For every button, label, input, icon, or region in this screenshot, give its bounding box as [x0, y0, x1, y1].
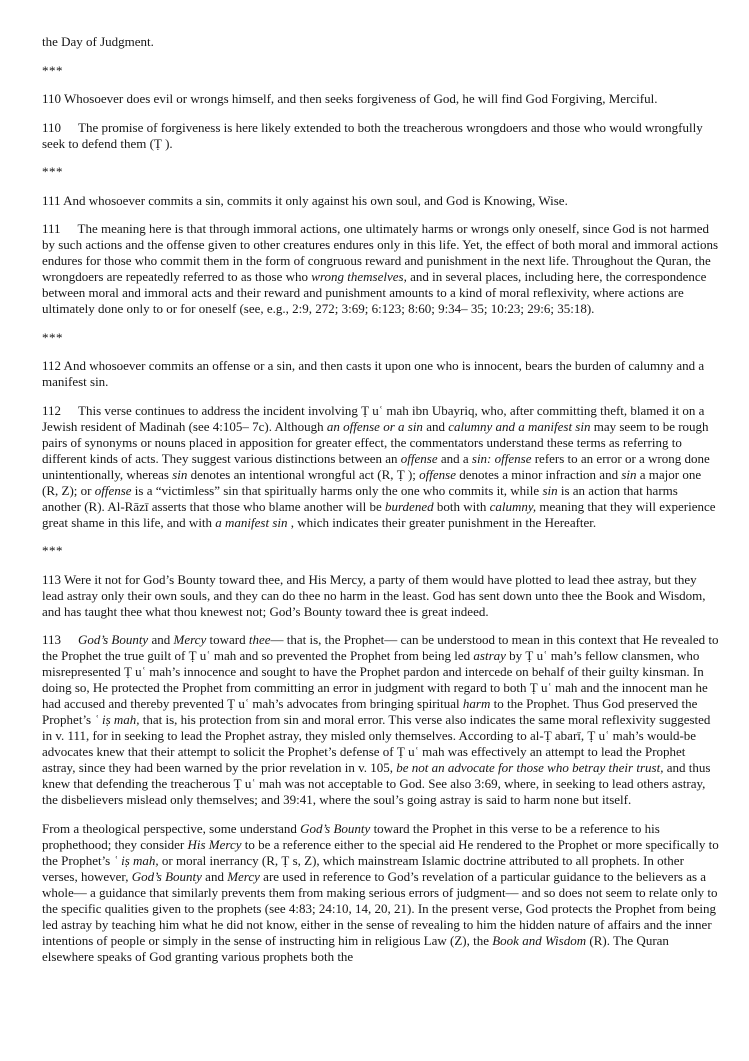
text-segment: are used in reference to God’s revelation of a particular guidance to the believers as a whole— a guidance that similarly prevents them from making serious errors of judgment— and so does not seem to relate only to the specific qualities given to the prophets (see 4:83; 24:10, 14, 20, 21). In the present verse, God protects the Prophet from being led astray by teaching him what he did not know, either in the sense of revealing to him the hidden nature of affairs and the inner intentions of people or simply in the sense of instructing him in religious Law (Z), the [42, 868, 718, 948]
text-segment: toward the Prophet in this verse to be a reference to his prophethood; they consider [42, 820, 660, 852]
text-segment: and in several places, including here, the correspondence between moral and immoral acts and their reward and punishment amounts to a kind of moral reflexivity, where actions are ultimately done only to or for oneself (see, e.g., 2:9, 272; 3:69; 6:123; 8:60; 9:34– 35; 10:23; 29:6; 35:18). [42, 269, 707, 316]
separator-paragraph [42, 330, 720, 346]
separator-paragraph [42, 63, 720, 79]
verse-number: 111 [42, 221, 61, 236]
italic-text-segment: sin [542, 482, 558, 498]
separator-paragraph [42, 543, 720, 559]
verse-number: 113 [42, 632, 62, 647]
text-segment: From a theological perspective, some understand [42, 820, 301, 836]
paragraph-paragraph [42, 821, 720, 965]
verse-paragraph [42, 358, 720, 390]
text-segment: the Day of Judgment. [42, 34, 154, 49]
italic-text-segment: Mercy [227, 868, 260, 884]
italic-text-segment: offense [94, 482, 132, 498]
text-segment: *** [42, 543, 63, 558]
text-segment: meaning that they will experience great shame in this life, and with [42, 498, 716, 530]
commentary-paragraph [42, 221, 720, 317]
text-segment: a major one (R, Z); or [42, 466, 702, 498]
italic-text-segment: be not an advocate for those who betray their trust, [396, 760, 664, 775]
text-segment: 111 And whosoever commits a sin, commits it only against his own soul, and God is Knowing, Wise. [42, 192, 568, 208]
separator-paragraph [42, 164, 720, 180]
text-segment: (R). The Quran elsewhere speaks of God granting various prophets both the [42, 932, 669, 964]
italic-text-segment: harm [462, 696, 491, 711]
italic-text-segment: ʿ iṣ mah, [94, 712, 140, 727]
italic-text-segment: offense [400, 450, 438, 466]
text-segment: is an action that harms another (R). Al-Rāzī asserts that those who blame another will be [42, 482, 678, 514]
text-segment: by Ṭ uʿ mah’s fellow clansmen, who misrepresented Ṭ uʿ mah’s innocence and sought to have the Prophet pardon and intercede on behalf of their guilty kinsman. In doing so, He protected the Prophet from committing an error in judgment with regard to both Ṭ uʿ mah and the innocent man he had accused and thereby prevented Ṭ uʿ mah’s advocates from bringing spiritual [42, 648, 708, 711]
text-segment: and a [437, 450, 472, 466]
verse-number: 110 [42, 119, 62, 135]
text-segment: denotes a minor infraction and [455, 466, 622, 482]
text-segment: to be a reference either to the special aid He rendered to the Prophet or more specifically to the Prophet’s [42, 836, 719, 868]
italic-text-segment: thee [248, 632, 271, 647]
italic-text-segment: a manifest sin [215, 514, 288, 530]
commentary-paragraph [42, 120, 720, 152]
italic-text-segment: Book and Wisdom [492, 932, 587, 948]
verse-paragraph [42, 193, 720, 209]
text-segment: , which indicates their greater punishment in the Hereafter. [287, 514, 597, 530]
italic-text-segment: astray [473, 648, 506, 663]
text-segment: *** [42, 62, 63, 78]
text-segment: denotes an intentional wrongful act (R, Ṭ ); [187, 466, 420, 482]
text-segment: to the Prophet. Thus God preserved the Prophet’s [42, 696, 698, 727]
text-segment: or moral inerrancy (R, Ṭ s, Z), which mainstream Islamic doctrine attributed to all prophets. In other verses, however, [42, 852, 684, 884]
text-segment: — that is, the Prophet— can be understood to mean in this context that He revealed to the Prophet the true guilt of Ṭ uʿ mah and so prevented the Prophet from being led [42, 632, 719, 663]
text-segment: and [148, 632, 174, 647]
italic-text-segment: sin: offense [471, 450, 532, 466]
commentary-paragraph [42, 403, 720, 531]
italic-text-segment: God’s Bounty [78, 632, 149, 647]
italic-text-segment: sin [621, 466, 637, 482]
text-segment: 112 And whosoever commits an offense or a sin, and then casts it upon one who is innocent, bears the burden of calumny and a manifest sin. [42, 358, 705, 389]
italic-text-segment: an offense or a sin [326, 418, 423, 434]
text-segment: and [422, 418, 449, 434]
verse-paragraph [42, 572, 720, 620]
text-segment: This verse continues to address the incident involving Ṭ uʿ mah ibn Ubayriq, who, after committing theft, blamed it on a Jewish resident of Madinah (see 4:105– 7c). Although [42, 402, 705, 434]
verse-number: 112 [42, 402, 62, 418]
italic-text-segment: sin [172, 466, 188, 482]
text-segment: *** [42, 329, 63, 345]
verse-paragraph [42, 91, 720, 107]
text-segment: The meaning here is that through immoral actions, one ultimately harms or wrongs only oneself, since God is not harmed by such actions and the offense given to other creatures endures only in this life. Yet, the effect of both moral and immoral actions endures for those who commit them in the form of congruous reward and punishment in the next life. Throughout the Quran, the wrongdoers are repeatedly referred to as those who [42, 221, 719, 284]
text-segment: 110 Whosoever does evil or wrongs himself, and then seeks forgiveness of God, he will find God Forgiving, Merciful. [42, 91, 658, 106]
text-segment: that is, his protection from sin and moral error. This verse also indicates the same moral reflexivity suggested in v. 111, for in seeking to lead the Prophet astray, they misled only themselves. According to al-Ṭ abarī, Ṭ uʿ mah’s would-be advocates knew that their attempt to solicit the Prophet’s defense of Ṭ uʿ mah was effectively an attempt to lead the Prophet astray, since they had been warned by the prior revelation in v. 105, [42, 712, 711, 775]
italic-text-segment: wrong themselves, [311, 269, 407, 284]
continuation-paragraph [42, 34, 720, 50]
text-segment: and thus knew that defending the treacherous Ṭ uʿ mah was not acceptable to God. See also 3:69, where, in seeking to lead others astray, the disbelievers mislead only themselves; and 39:41, where the soul’s going astray is said to harm none but itself. [42, 760, 711, 807]
text-content [42, 34, 720, 977]
italic-text-segment: calumny and a manifest sin [448, 418, 591, 434]
text-segment: may seem to be rough pairs of synonyms or nouns placed in apposition for greater effect, the commentators understand these terms as referring to different kinds of acts. They suggest various distinctions between an [42, 418, 709, 466]
text-segment: *** [42, 164, 63, 179]
commentary-paragraph [42, 632, 720, 808]
text-segment: and [201, 868, 228, 884]
text-segment: both with [433, 498, 490, 514]
italic-text-segment: offense [419, 466, 456, 482]
text-segment: is a “victimless” sin that spiritually harms only the one who commits it, while [131, 482, 543, 498]
italic-text-segment: Mercy [173, 632, 207, 647]
italic-text-segment: calumny, [489, 498, 537, 514]
text-segment: 113 Were it not for God’s Bounty toward thee, and His Mercy, a party of them would have plotted to lead thee astray, but they lead astray only their own souls, and they can do thee no harm in the least. God has sent down unto thee the Book and Wisdom, and has taught thee what thou knewest not; God’s Bounty toward thee is great indeed. [42, 571, 706, 619]
italic-text-segment: God’s Bounty [131, 868, 202, 884]
text-segment: refers to an error or a wrong done unintentionally, whereas [42, 450, 710, 482]
italic-text-segment: God’s Bounty [300, 820, 371, 836]
italic-text-segment: His Mercy [187, 836, 242, 852]
text-segment: The promise of forgiveness is here likely extended to both the treacherous wrongdoers and those who would wrongfully seek to defend them (Ṭ ). [42, 119, 703, 151]
italic-text-segment: ʿ iṣ mah, [113, 852, 159, 868]
italic-text-segment: burdened [384, 498, 434, 514]
text-segment: toward [206, 632, 249, 647]
